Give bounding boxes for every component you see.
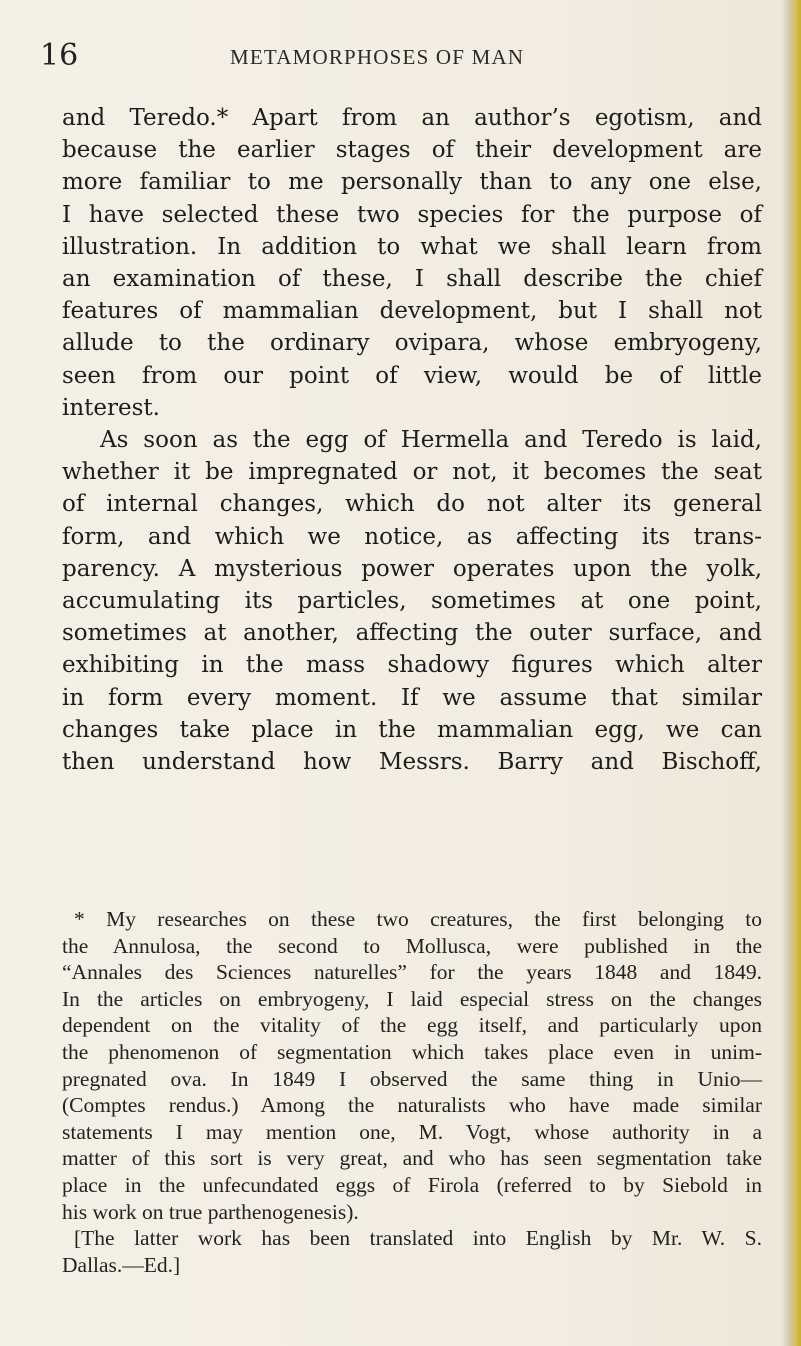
footnote-line: “Annales des Sciences naturelles” for the years 1848 and 1849. <box>62 960 762 985</box>
footnote <box>62 906 762 1278</box>
text-line: features of mammalian development, but I shall not <box>62 298 762 325</box>
text-line: changes take place in the mammalian egg, we can <box>62 716 762 743</box>
text-line: allude to the ordinary ovipara, whose embryogeny, <box>62 330 762 357</box>
footnote-line: the Annulosa, the second to Mollusca, were published in the <box>62 933 762 958</box>
footnote-line: dependent on the vitality of the egg itself, and particularly upon <box>62 1013 762 1038</box>
footnote-line: Dallas.—Ed.] <box>62 1252 181 1277</box>
text-line: illustration. In addition to what we shall learn from <box>62 233 762 260</box>
text-line: more familiar to me personally than to any one else, <box>62 169 762 196</box>
text-line: As soon as the egg of Hermella and Teredo is laid, <box>100 427 762 454</box>
text-line: in form every moment. If we assume that similar <box>62 684 762 711</box>
footnote-line: * My researches on these two creatures, the first belonging to <box>74 907 762 931</box>
text-line: and Teredo.* Apart from an author’s egotism, and <box>62 105 762 131</box>
main-text <box>62 102 762 778</box>
text-line: parency. A mysterious power operates upon the yolk, <box>62 555 762 582</box>
footnote-line: (Comptes rendus.) Among the naturalists who have made similar <box>62 1093 762 1118</box>
text-line: an examination of these, I shall describe the chief <box>62 266 762 293</box>
page-header <box>40 36 760 76</box>
footnote-line: his work on true parthenogenesis). <box>62 1199 359 1224</box>
text-line: of internal changes, which do not alter its general <box>62 491 762 518</box>
text-line: I have selected these two species for the purpose of <box>62 201 762 228</box>
text-line: seen from our point of view, would be of little <box>62 362 762 389</box>
footnote-line: pregnated ova. In 1849 I observed the same thing in Unio— <box>62 1066 762 1091</box>
text-line: whether it be impregnated or not, it becomes the seat <box>62 459 762 486</box>
text-line: form, and which we notice, as affecting its trans- <box>62 523 762 550</box>
page-number: 16 <box>40 38 79 73</box>
text-line: interest. <box>62 394 160 421</box>
footnote-line: the phenomenon of segmentation which takes place even in unim- <box>62 1039 762 1064</box>
footnote-line: [The latter work has been translated into English by Mr. W. S. <box>74 1226 762 1251</box>
text-line: accumulating its particles, sometimes at one point, <box>62 588 762 615</box>
text-line: sometimes at another, affecting the outer surface, and <box>62 620 762 647</box>
running-title: METAMORPHOSES OF MAN <box>230 45 525 69</box>
text-line: because the earlier stages of their development are <box>62 137 762 164</box>
footnote-line: statements I may mention one, M. Vogt, whose authority in a <box>62 1119 762 1144</box>
footnote-line: matter of this sort is very great, and who has seen segmentation take <box>62 1146 762 1171</box>
page-edge-shadow <box>781 0 801 1346</box>
footnote-line: place in the unfecundated eggs of Firola (referred to by Siebold in <box>62 1172 762 1197</box>
footnote-line: In the articles on embryogeny, I laid especial stress on the changes <box>62 986 762 1011</box>
text-line: then understand how Messrs. Barry and Bischoff, <box>62 749 762 776</box>
text-line: exhibiting in the mass shadowy figures which alter <box>62 652 762 679</box>
